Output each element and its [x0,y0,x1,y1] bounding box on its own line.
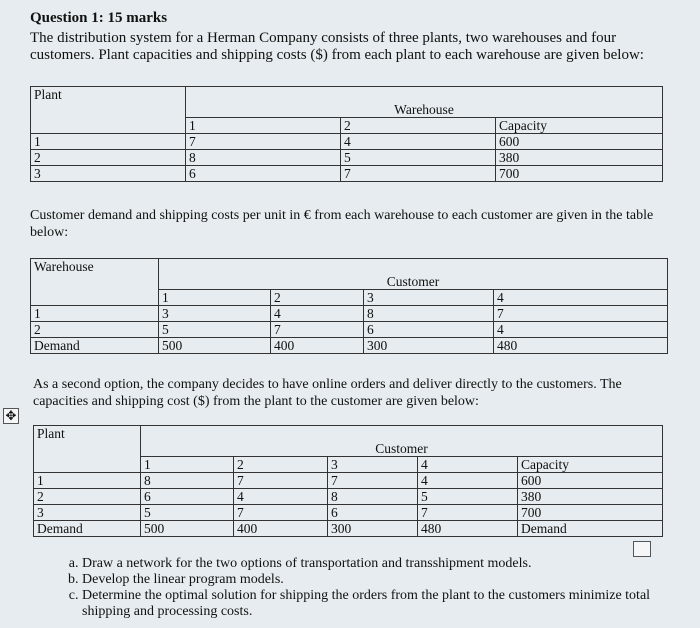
cell: 8 [186,150,341,166]
table-row [31,322,668,338]
cell: 7 [418,505,518,521]
task-item: c. Determine the optimal solution for shipping the orders from the plant to the customers minimize total shipping and processing costs. [82,588,662,620]
cell: 5 [141,505,234,521]
cell: 600 [496,134,663,150]
table-row [34,505,663,521]
cell: 4 [494,322,668,338]
cell: 5 [341,150,496,166]
cell: Demand [518,521,663,537]
group-header: Warehouse [186,87,663,118]
cell: 5 [418,489,518,505]
warehouse-customer-table [30,258,668,354]
task-list [60,556,662,620]
corner: Plant [31,87,186,134]
table-row [31,166,663,182]
col-header: 4 [494,290,668,306]
table-row [31,338,668,354]
cell: 7 [234,473,328,489]
cell: 6 [186,166,341,182]
col-header: 4 [418,457,518,473]
demand-text: Customer demand and shipping costs per unit in € from each warehouse to each customer are given in the table below: [30,208,654,240]
cell: 6 [364,322,494,338]
cell: Demand [31,338,159,354]
cell: 4 [271,306,364,322]
cell: 8 [364,306,494,322]
cell: 400 [234,521,328,537]
move-handle-icon[interactable]: ✥ [3,408,19,424]
col-header: 1 [141,457,234,473]
cell: 1 [31,134,186,150]
cell: 480 [494,338,668,354]
cell: 2 [31,150,186,166]
cell: 2 [34,489,141,505]
cell: 2 [31,322,159,338]
cell: 300 [364,338,494,354]
cell: 700 [496,166,663,182]
cell: 6 [141,489,234,505]
cell: 4 [418,473,518,489]
table-row [31,134,663,150]
corner: Plant [34,426,141,473]
cell: 7 [341,166,496,182]
table-row [34,473,663,489]
cell: 7 [186,134,341,150]
task-item: a. Draw a network for the two options of transportation and transshipment models. [82,556,662,572]
cell: 300 [328,521,418,537]
col-header: 3 [328,457,418,473]
col-header: 1 [186,118,341,134]
table-row [31,306,668,322]
question-title: Question 1: 15 marks [30,10,168,26]
corner: Warehouse [31,259,159,306]
col-header: Capacity [496,118,663,134]
cell: 600 [518,473,663,489]
table-row [31,150,663,166]
plant-customer-table [33,425,663,537]
col-header: 2 [234,457,328,473]
group-header: Customer [141,426,663,457]
group-header: Customer [159,259,668,290]
cell: 3 [34,505,141,521]
cell: Demand [34,521,141,537]
table-row [34,489,663,505]
cell: 1 [31,306,159,322]
cell: 3 [159,306,271,322]
cell: 500 [159,338,271,354]
cell: 500 [141,521,234,537]
cell: 4 [341,134,496,150]
cell: 8 [141,473,234,489]
cell: 1 [34,473,141,489]
resize-handle[interactable] [633,541,651,557]
col-header: 2 [341,118,496,134]
cell: 8 [328,489,418,505]
intro-text: The distribution system for a Herman Company consists of three plants, two warehouses and four customers. Plant capacities and shipping costs ($) from each plant to each warehouse are given below: [30,30,644,63]
cell: 7 [328,473,418,489]
cell: 7 [271,322,364,338]
col-header: 3 [364,290,494,306]
cell: 4 [234,489,328,505]
plant-warehouse-table [30,86,663,182]
cell: 3 [31,166,186,182]
task-item: b. Develop the linear program models. [82,572,662,588]
cell: 480 [418,521,518,537]
col-header: 2 [271,290,364,306]
cell: 7 [494,306,668,322]
cell: 380 [518,489,663,505]
col-header: 1 [159,290,271,306]
cell: 400 [271,338,364,354]
table-row [34,521,663,537]
cell: 7 [234,505,328,521]
second-option-text: As a second option, the company decides to have online orders and deliver directly to the customers. The capacities and shipping cost ($) from the plant to the customer are given below: [33,377,622,409]
cell: 380 [496,150,663,166]
cell: 700 [518,505,663,521]
cell: 5 [159,322,271,338]
col-header: Capacity [518,457,663,473]
cell: 6 [328,505,418,521]
